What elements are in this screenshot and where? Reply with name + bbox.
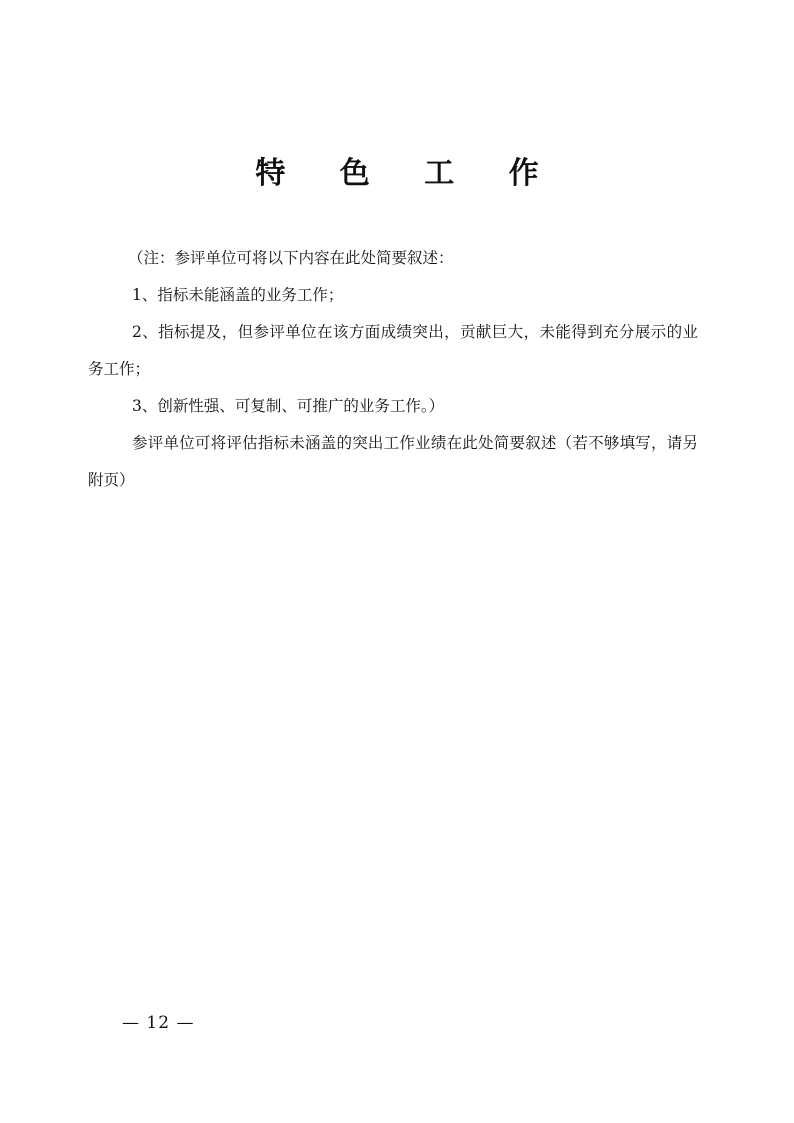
fill-in-instruction: 参评单位可将评估指标未涵盖的突出工作业绩在此处简要叙述（若不够填写，请另附页） bbox=[88, 434, 698, 489]
instructions-body bbox=[88, 240, 698, 499]
page-title: 特 色 工 作 bbox=[255, 156, 561, 191]
note-intro: （注：参评单位可将以下内容在此处简要叙述： bbox=[128, 249, 454, 267]
page-number: — 12 — bbox=[122, 1013, 195, 1033]
note-item-2: 2、指标提及，但参评单位在该方面成绩突出，贡献巨大，未能得到充分展示的业务工作； bbox=[88, 323, 698, 378]
note-item-1: 1、指标未能涵盖的业务工作； bbox=[132, 286, 344, 304]
note-item-3: 3、创新性强、可复制、可推广的业务工作。） bbox=[132, 397, 445, 415]
